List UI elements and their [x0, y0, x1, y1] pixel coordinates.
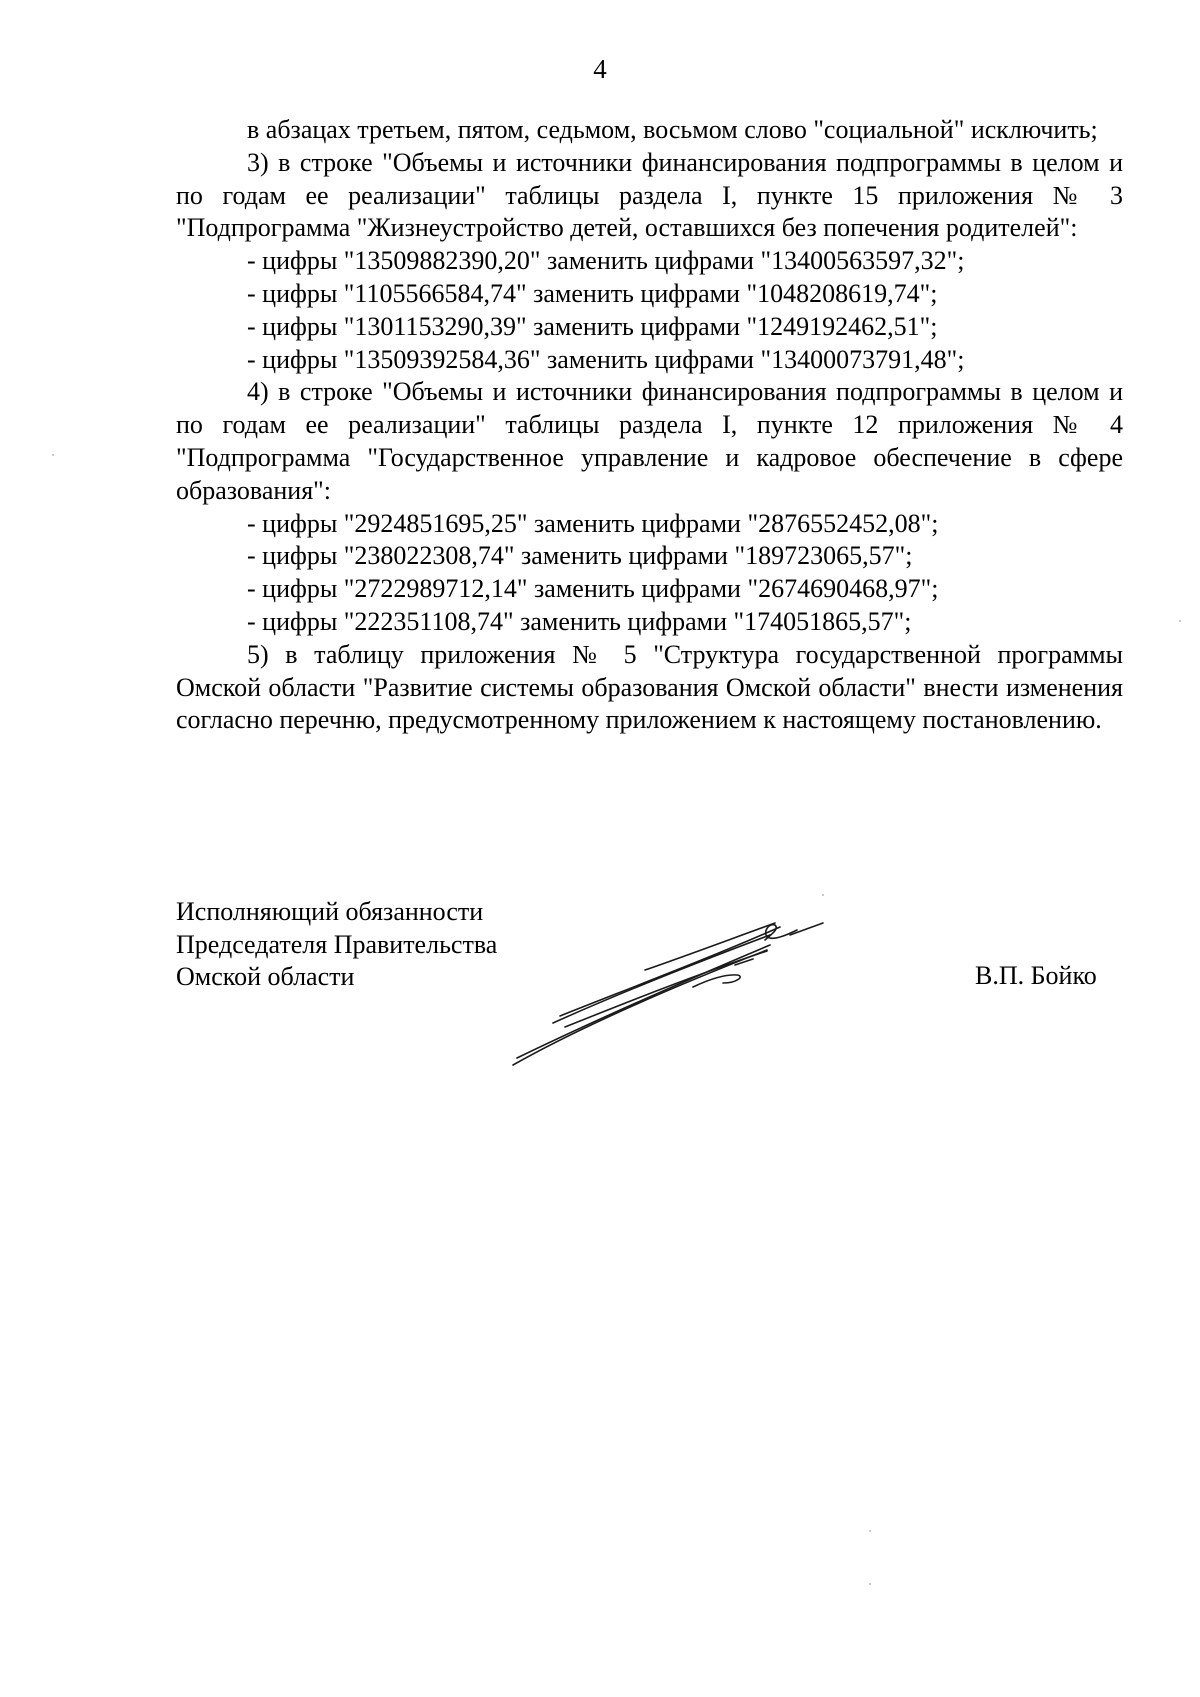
paragraph: 4) в строке "Объемы и источники финансирования подпрограммы в целом и по годам ее реализации" таблицы раздела I, пункте 12 приложения № 4 "Подпрограмма "Государственное управление и кадровое обеспечение в сфере образования": [176, 377, 1123, 505]
list-item: - цифры "2924851695,25" заменить цифрами "2876552452,08"; [247, 508, 939, 538]
list-item: - цифры "13509392584,36" заменить цифрами "13400073791,48"; [247, 344, 965, 374]
paragraph: в абзацах третьем, пятом, седьмом, восьмом слово "социальной" исключить; [247, 115, 1098, 144]
list-item: - цифры "1105566584,74" заменить цифрами "1048208619,74"; [247, 278, 938, 308]
signatory-position [176, 896, 536, 994]
signatory-position-line: Омской области [176, 962, 355, 991]
scan-speck [869, 1530, 871, 1532]
signatory-position-line: Председателя Правительства [176, 929, 498, 959]
list-item: - цифры "13509882390,20" заменить цифрами "13400563597,32"; [247, 246, 965, 276]
scan-speck [1179, 620, 1181, 622]
list-item: - цифры "1301153290,39" заменить цифрами "1249192462,51"; [247, 311, 938, 341]
list-item: - цифры "238022308,74" заменить цифрами "189723065,57"; [247, 541, 913, 571]
paragraph: 5) в таблицу приложения № 5 "Структура государственной программы Омской области "Развитие системы образования Омской области" внести изменения согласно перечню, предусмотренному приложением к настоящему постановлению. [176, 639, 1123, 735]
signatory-name: В.П. Бойко [975, 961, 1097, 990]
document-body [176, 114, 1123, 737]
signatory-position-line: Исполняющий обязанности [176, 897, 484, 926]
scan-speck [52, 454, 54, 456]
scan-speck [869, 1583, 871, 1585]
paragraph: 3) в строке "Объемы и источники финансирования подпрограммы в целом и по годам ее реализации" таблицы раздела I, пункте 15 приложения № 3 "Подпрограмма "Жизнеустройство детей, оставшихся без попечения родителей": [176, 147, 1123, 243]
handwritten-signature [505, 895, 865, 1070]
list-item: - цифры "222351108,74" заменить цифрами "174051865,57"; [247, 606, 912, 636]
scan-speck [822, 894, 824, 896]
list-item: - цифры "2722989712,14" заменить цифрами "2674690468,97"; [247, 574, 939, 604]
page-number: 4 [593, 54, 607, 84]
